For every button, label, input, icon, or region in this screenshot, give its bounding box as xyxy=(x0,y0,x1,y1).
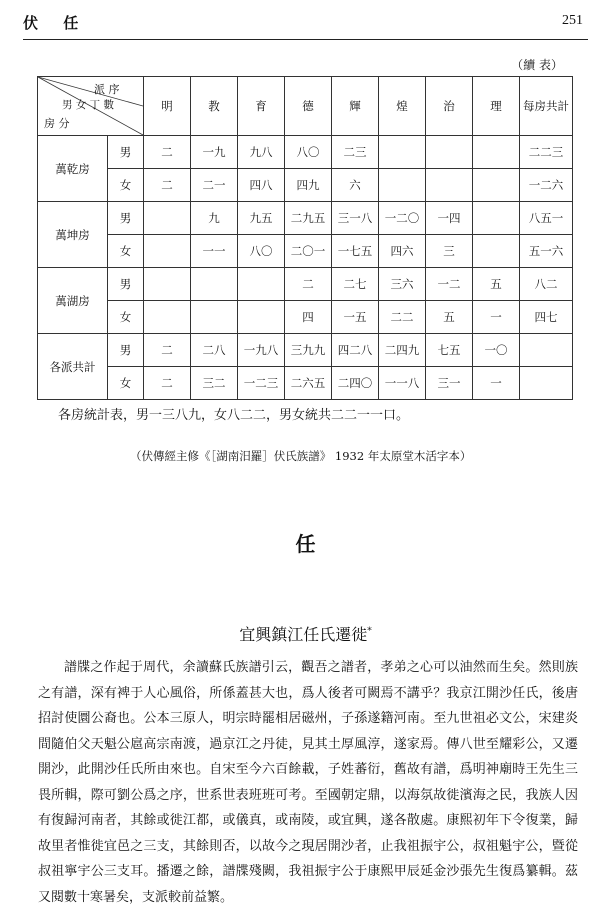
table-row xyxy=(38,334,573,367)
count-cell: 一二 xyxy=(426,268,473,301)
count-cell: 二 xyxy=(144,334,191,367)
count-cell: 九八 xyxy=(238,136,285,169)
table-header-row xyxy=(38,77,573,136)
count-cell: 一二三 xyxy=(238,367,285,400)
count-cell: 一九八 xyxy=(238,334,285,367)
count-cell xyxy=(473,235,520,268)
count-cell xyxy=(144,301,191,334)
count-cell: 一五 xyxy=(332,301,379,334)
count-cell: 一二〇 xyxy=(379,202,426,235)
count-cell xyxy=(473,136,520,169)
count-cell xyxy=(426,136,473,169)
count-cell xyxy=(238,268,285,301)
count-cell: 二一 xyxy=(191,169,238,202)
table-row xyxy=(38,301,573,334)
count-cell: 二九五 xyxy=(285,202,332,235)
count-cell: 二 xyxy=(144,169,191,202)
count-cell: 一九 xyxy=(191,136,238,169)
count-cell: 五一六 xyxy=(520,235,573,268)
count-cell: 二三 xyxy=(332,136,379,169)
count-cell: 四六 xyxy=(379,235,426,268)
count-cell: 二二三 xyxy=(520,136,573,169)
column-header: 德 xyxy=(285,77,332,136)
branch-name: 萬乾房 xyxy=(38,136,108,202)
table-row xyxy=(38,367,573,400)
count-cell xyxy=(144,268,191,301)
essay-title xyxy=(0,622,611,645)
count-cell: 二七 xyxy=(332,268,379,301)
sex-label: 女 xyxy=(108,367,144,400)
column-header: 煌 xyxy=(379,77,426,136)
count-cell: 二六五 xyxy=(285,367,332,400)
sex-label: 女 xyxy=(108,169,144,202)
count-cell xyxy=(238,301,285,334)
branch-name: 萬坤房 xyxy=(38,202,108,268)
count-cell: 一一 xyxy=(191,235,238,268)
count-cell: 二〇一 xyxy=(285,235,332,268)
essay-body: 譜牒之作起于周代，余讀蘇氏族譜引云，觀吾之譜者，孝弟之心可以油然而生矣。然則族之有譜，深有裨于人心風俗，所係蓋甚大也，爲人後者可闕焉不講乎？我京江開沙任氏，後唐招討使圜公裔也。公本三原人，明宗時罷相居磁州，子孫遂籍河南。至九世祖必文公，宋建炎間隨伯父天魁公扈高宗南渡，過京江之丹徒，見其土厚風淳，遂家焉。傳八世至耀彩公，又遷開沙，此開沙任氏所由來也。自宋至今六百餘載，子姓蕃衍，舊故有譜，爲明神廟時王先生三畏所輯，際可劉公爲之序，世系世表班班可考。至國朝定鼎，以海氛故徙濱海之民，我族人因有復歸河南者，其餘或徙江都，或儀真，或南陵，或宜興，遂各散處。康熙初年下令復業，歸故里者惟徙宜邑之三支，其餘則否，以故今之現居開沙者，止我祖振宇公，叔祖魁宇公，暨從叔祖寧宇公三支耳。播遷之餘，譜牒殘闕，我祖振宇公于康熙甲辰延金沙張先生復爲纂輯。茲又閱數十寒暑矣，支派較前益繁。 xyxy=(38,660,578,905)
column-header: 明 xyxy=(144,77,191,136)
column-header: 理 xyxy=(473,77,520,136)
sex-label: 女 xyxy=(108,301,144,334)
count-cell xyxy=(473,202,520,235)
count-cell: 二 xyxy=(285,268,332,301)
note-mark: * xyxy=(367,626,372,637)
count-cell: 三九九 xyxy=(285,334,332,367)
source-citation: （伏傳經主修《［湖南汨羅］伏氏族譜》 1932 年太原堂木活字本） xyxy=(130,449,472,463)
running-head: 伏 任 xyxy=(23,14,89,32)
count-cell xyxy=(144,202,191,235)
count-cell: 一 xyxy=(473,301,520,334)
count-cell: 二四〇 xyxy=(332,367,379,400)
branch-name: 各派共計 xyxy=(38,334,108,400)
count-cell xyxy=(379,136,426,169)
table-corner-cell xyxy=(38,77,144,136)
continued-label: （續 表） xyxy=(511,58,563,72)
count-cell: 一一八 xyxy=(379,367,426,400)
count-cell: 四七 xyxy=(520,301,573,334)
count-cell: 一〇 xyxy=(473,334,520,367)
count-cell: 八五一 xyxy=(520,202,573,235)
count-cell: 三一 xyxy=(426,367,473,400)
count-cell xyxy=(473,169,520,202)
table-row xyxy=(38,169,573,202)
count-cell xyxy=(144,235,191,268)
sex-label: 女 xyxy=(108,235,144,268)
column-header: 治 xyxy=(426,77,473,136)
population-table xyxy=(37,76,573,400)
count-cell xyxy=(520,334,573,367)
page-number: 251 xyxy=(562,13,583,28)
table-row xyxy=(38,202,573,235)
corner-label-branch: 房 分 xyxy=(44,117,70,130)
sex-label: 男 xyxy=(108,268,144,301)
column-header: 每房共計 xyxy=(520,77,573,136)
header-rule xyxy=(23,39,588,40)
corner-label-sequence: 派 序 xyxy=(94,83,120,96)
count-cell: 八〇 xyxy=(238,235,285,268)
count-cell xyxy=(379,169,426,202)
count-cell: 三一八 xyxy=(332,202,379,235)
count-cell xyxy=(520,367,573,400)
sex-label: 男 xyxy=(108,334,144,367)
count-cell: 三 xyxy=(426,235,473,268)
count-cell: 七五 xyxy=(426,334,473,367)
count-cell: 五 xyxy=(426,301,473,334)
count-cell: 九 xyxy=(191,202,238,235)
summary-line: 各房統計表，男一三八九，女八二二，男女統共二二一一口。 xyxy=(58,408,410,423)
count-cell: 八二 xyxy=(520,268,573,301)
count-cell: 一二六 xyxy=(520,169,573,202)
sex-label: 男 xyxy=(108,136,144,169)
branch-name: 萬湖房 xyxy=(38,268,108,334)
count-cell: 四八 xyxy=(238,169,285,202)
count-cell xyxy=(191,301,238,334)
sex-label: 男 xyxy=(108,202,144,235)
corner-label-count: 男 女 丁 數 xyxy=(62,99,115,111)
count-cell: 四二八 xyxy=(332,334,379,367)
table-row xyxy=(38,235,573,268)
clan-heading: 任 xyxy=(295,532,316,556)
column-header: 輝 xyxy=(332,77,379,136)
count-cell: 五 xyxy=(473,268,520,301)
count-cell: 二 xyxy=(144,136,191,169)
count-cell: 三六 xyxy=(379,268,426,301)
count-cell: 八〇 xyxy=(285,136,332,169)
count-cell: 一四 xyxy=(426,202,473,235)
column-header: 教 xyxy=(191,77,238,136)
table-row xyxy=(38,268,573,301)
table-row xyxy=(38,136,573,169)
count-cell: 二四九 xyxy=(379,334,426,367)
count-cell: 四 xyxy=(285,301,332,334)
count-cell xyxy=(426,169,473,202)
count-cell: 六 xyxy=(332,169,379,202)
essay-title-text: 宜興鎮江任氏遷徙 xyxy=(239,625,368,644)
count-cell: 二二 xyxy=(379,301,426,334)
count-cell: 九五 xyxy=(238,202,285,235)
count-cell: 二八 xyxy=(191,334,238,367)
count-cell: 四九 xyxy=(285,169,332,202)
column-header: 育 xyxy=(238,77,285,136)
count-cell: 一七五 xyxy=(332,235,379,268)
count-cell: 二 xyxy=(144,367,191,400)
count-cell: 三二 xyxy=(191,367,238,400)
count-cell: 一 xyxy=(473,367,520,400)
count-cell xyxy=(191,268,238,301)
